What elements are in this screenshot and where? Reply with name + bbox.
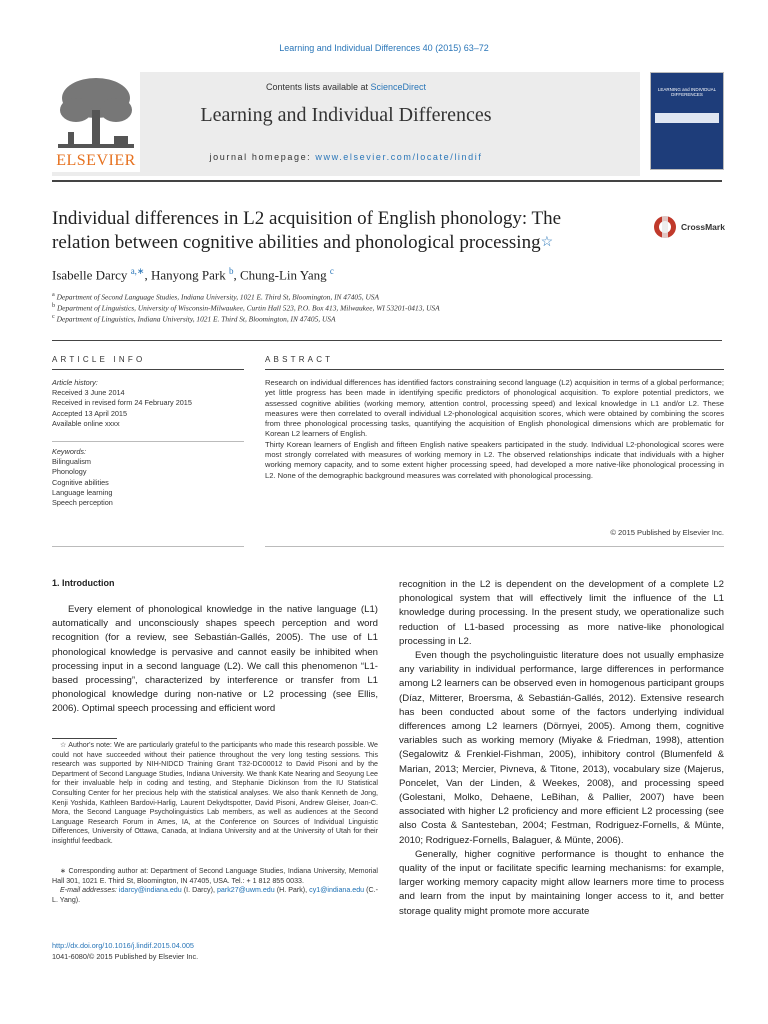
body-paragraph: Every element of phonological knowledge in the native language (L1) automatically and unconsciously shapes speech perception and word recognition (for a review, see Sebastián-Gallés, 2005). The use of L1 phonological knowledge is pervasive and cannot easily be inhibited when processing input in a second language (L2). We call this phenomenon “L1-based processing”, characterized by interference or transfer from L1 phonological knowledge during non-native or L2 processing (see Ellis, 2006). Optimal speech processing and efficient word	[52, 604, 378, 715]
doi-block	[52, 940, 198, 962]
author-sup[interactable]: c	[329, 266, 334, 276]
crossmark-badge[interactable]	[653, 213, 729, 243]
keyword: Bilingualism	[52, 457, 91, 467]
keyword: Speech perception	[52, 498, 113, 508]
article-history	[52, 378, 192, 429]
footnote-star: ☆	[60, 741, 67, 749]
affiliation	[52, 314, 336, 323]
footnote-text: Author's note: We are particularly grateful to the participants who made this research possible. We could not have succeeded without their patience throughout the very long testing sessions. This research was supported by NIH-NIDCD Training Grant T32-DC00012 to David Pisoni and by the Department of Second Language Studies, Indiana University. We thank Kate Nearing and Seoyung Lee for their invaluable help in coding and testing, and Stephanie Dickinson from the IU Statistical Consulting Center for her precious help with the statistical analyses. We also thank Kenneth de Jong, Kenji Yoshida, Kathleen Bardovi-Harlig, Laurent Dekydtspotter, David Pisoni, Andrew Gleiser, Joan-C. Mora, the Second Language Psycholinguistics Lab members, as well as audiences at the Second Language Research Forum in Ames, IA, at the Conference on Sources of Individual Linguistic Differences, University of Ottawa, Canada, at Indiana University and at the University of Utah for their insightful feedback.	[52, 741, 378, 845]
info-rule	[52, 340, 722, 341]
cover-strip	[655, 113, 719, 123]
article-info-rule	[52, 369, 244, 370]
keywords-label: Keywords:	[52, 447, 87, 456]
journal-homepage-line	[52, 152, 640, 162]
title-note-star[interactable]: ☆	[540, 235, 554, 250]
section-heading: 1. Introduction	[52, 578, 115, 588]
author-name[interactable]: Isabelle Darcy	[52, 267, 128, 283]
body-paragraph: Even though the psycholinguistic literature does not usually emphasize any variability in individual performance, large differences in performance among L2 learners can be observed even in homogenous participant groups (Díaz, Mitterer, Broersma, & Sebastián-Gallés, 2012). Extensive research has been conducted about some of the factors underlying individual differences among L2 learners (Dörnyei, 2005). Among them, cognitive variables such as working memory (Miyake & Friedman, 1998), attention (Segalowitz & Frenkiel-Fishman, 2005), inhibitory control (Blumenfeld & Marian, 2013; Mercier, Pivneva, & Titone, 2013), vocabulary size (Majerus, Poncelet, Van der Linden, & Weekes, 2008), and processing speed (Golestani, Molko, Dehaene, LeBihan, & Pallier, 2007) have been associated with higher L2 proficiency and more efficient L2 processing (see also Costa & Santesteban, 2004; Festman, Rodriguez-Fornells, & Münte, 2010; Rodriguez-Fornells, Balaguer, & Münte, 2006).	[399, 650, 724, 846]
affiliation-sup: b	[52, 303, 56, 309]
cover-title: LEARNING and INDIVIDUAL DIFFERENCES	[657, 87, 717, 97]
info-divider	[52, 441, 244, 442]
email-owner: (H. Park),	[274, 886, 308, 895]
journal-cover-image[interactable]	[650, 72, 724, 170]
contents-line	[52, 82, 640, 92]
issn-line: 1041-6080/© 2015 Published by Elsevier Inc.	[52, 952, 199, 961]
doi-link[interactable]: http://dx.doi.org/10.1016/j.lindif.2015.04.005	[52, 941, 194, 950]
footnote-author-note	[52, 741, 378, 847]
affiliation	[52, 303, 440, 312]
header-rule	[52, 180, 722, 182]
homepage-prefix: journal homepage:	[209, 152, 316, 162]
affiliation-text: Department of Linguistics, University of Wisconsin-Milwaukee, Curtin Hall 523, P.O. Box 413, Milwaukee, WI 53201-0413, USA	[56, 303, 440, 313]
footnote-corresponding	[52, 867, 378, 905]
keyword: Phonology	[52, 467, 87, 477]
history-item: Received in revised form 24 February 2015	[52, 398, 192, 408]
abstract-bottom-rule	[265, 546, 724, 547]
footnote-text: Corresponding author at: Department of Second Language Studies, Indiana University, Memorial Hall 301, 1021 E. Third St, Bloomington, IN 47405, USA. Tel.: + 1 812 855 0033.	[52, 867, 378, 885]
sciencedirect-link[interactable]: ScienceDirect	[370, 82, 427, 92]
homepage-link[interactable]: www.elsevier.com/locate/lindif	[315, 152, 483, 162]
crossmark-label: CrossMark	[681, 222, 725, 232]
affiliation	[52, 292, 379, 301]
keywords	[52, 447, 113, 508]
history-item: Available online xxxx	[52, 418, 120, 428]
keyword: Language learning	[52, 487, 113, 497]
elsevier-wordmark: ELSEVIER	[56, 152, 136, 169]
author-name[interactable]: Chung-Lin Yang	[239, 267, 327, 283]
email-link[interactable]: cy1@indiana.edu	[309, 886, 365, 895]
abstract-body	[265, 378, 724, 481]
abstract-paragraph: Thirty Korean learners of English and fifteen English native speakers participated in the study. Individual L2-phonological scores were most strongly correlated with measures of working memory in L2. The observed relationships indicate that individuals with a higher working memory capacity, and to some extent higher processing speed, had developed a more native-like phonological processing in L2. None of the demographic background measures was correlated with phonological processing.	[265, 439, 724, 480]
history-item: Received 3 June 2014	[52, 388, 125, 398]
body-paragraph: Generally, higher cognitive performance is thought to enhance the quality of the input or facilitate specific learning mechanisms: for example, larger working memory capacity might allow learners more time to process and learn from the input by maintaining longer access to it, and better storage quality might promote more accurate	[399, 848, 724, 917]
email-label: E-mail addresses:	[60, 886, 117, 895]
paper-title	[52, 207, 622, 255]
email-owner: (C.-L. Yang).	[52, 886, 378, 904]
affiliation-text: Department of Linguistics, Indiana University, 1021 E. Third St, Bloomington, IN 47405, USA	[56, 314, 336, 324]
author-sup[interactable]: b	[228, 266, 234, 276]
author-name[interactable]: Hanyong Park	[150, 267, 226, 283]
contents-prefix: Contents lists available at	[265, 82, 371, 92]
footnote-star: ∗	[60, 867, 66, 875]
abstract-heading: ABSTRACT	[265, 355, 334, 364]
crossmark-icon	[653, 213, 677, 241]
abstract-rule	[265, 369, 724, 370]
abstract-paragraph: Research on individual differences has identified factors constraining second language (L2) acquisition in terms of a global performance; yet little progress has been made in identifying specific predictors of phonological acquisition. To explore potential predictors, we assessed cognitive abilities (working memory, attention control, processing speed) and lexical knowledge in L1 and/or L2. These measures were then correlated to overall individual L2-phonological acquisition scores, which were obtained by combining the scores from three phonological processing tasks, quantifying the acquisition of English phonological dimensions which are problematic for Korean L2 learners of English.	[265, 378, 724, 439]
history-item: Accepted 13 April 2015	[52, 408, 128, 418]
author-sup[interactable]: a,∗	[130, 266, 145, 276]
affiliation-text: Department of Second Language Studies, Indiana University, 1021 E. Third St, Bloomington, IN 47405, USA	[56, 292, 380, 302]
body-paragraph: recognition in the L2 is dependent on the development of a complete L2 phonological system that will effectively limit the influence of the L1 knowledge during processing. In the present study, we operationalize such reduction of L1-based processing as more native-like phonological processing in L2.	[399, 579, 724, 647]
left-column-text	[52, 603, 378, 717]
right-column-text	[399, 578, 724, 919]
affiliation-sup: a	[52, 292, 55, 298]
footnote-rule	[52, 738, 117, 739]
email-link[interactable]: idarcy@indiana.edu	[118, 886, 182, 895]
info-bottom-rule	[52, 546, 244, 547]
keyword: Cognitive abilities	[52, 477, 109, 487]
journal-citation[interactable]: Learning and Individual Differences 40 (2015) 63–72	[279, 43, 489, 53]
article-info-heading: ARTICLE INFO	[52, 355, 146, 364]
abstract-copyright: © 2015 Published by Elsevier Inc.	[610, 528, 724, 537]
paper-title-text: Individual differences in L2 acquisition of English phonology: The relation between cognitive abilities and phonological processing	[52, 208, 562, 253]
journal-title: Learning and Individual Differences	[200, 104, 492, 126]
affiliation-sup: c	[52, 314, 55, 320]
author-list: Isabelle Darcy $^{a,∗}$, Hanyong Park $^b$, Chung-Lin Yang $^c$	[52, 266, 334, 283]
email-owner: (I. Darcy),	[181, 886, 217, 895]
history-label: Article history:	[52, 378, 98, 387]
email-link[interactable]: park27@uwm.edu	[216, 886, 275, 895]
